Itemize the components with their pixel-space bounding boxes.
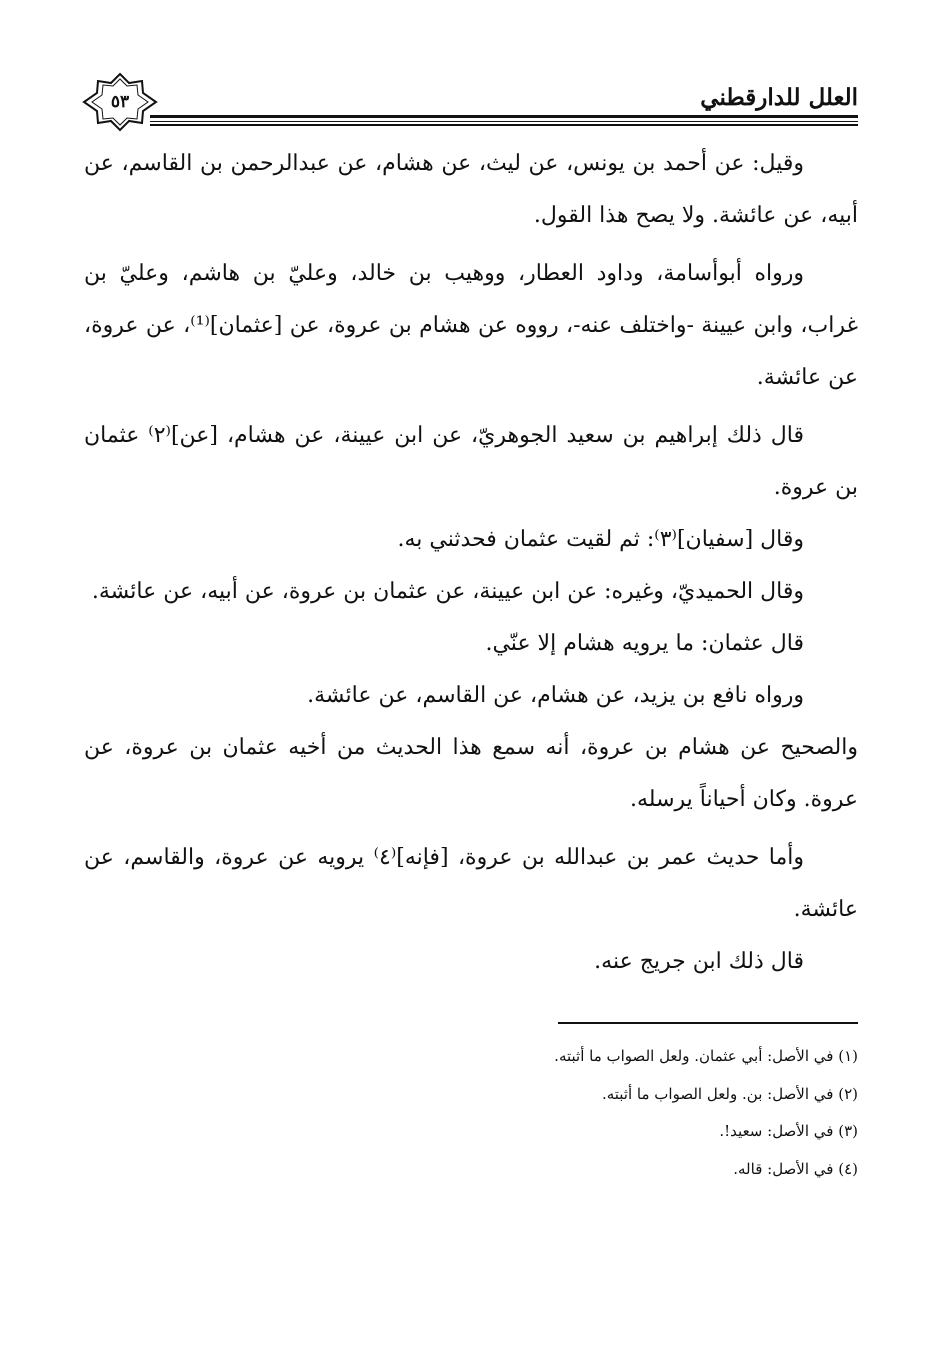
main-text (84, 138, 858, 988)
paragraph: وأما حديث عمر بن عبدالله بن عروة، [فإنه]⁽٤⁾ يرويه عن عروة، والقاسم، عن عائشة. (84, 845, 858, 922)
paragraph: قال ذلك إبراهيم بن سعيد الجوهريّ، عن ابن عيينة، عن هشام، [عن]⁽٢⁾ عثمان بن عروة. (84, 423, 858, 500)
footnote: (٢) في الأصل: بن. ولعل الصواب ما أثبته. (601, 1084, 858, 1103)
page-header (82, 72, 858, 132)
header-rule (150, 115, 858, 118)
page-number-badge (82, 72, 158, 132)
footnote: (٣) في الأصل: سعيد!. (719, 1122, 858, 1140)
paragraph: وقال الحميديّ، وغيره: عن ابن عيينة، عن عثمان بن عروة، عن أبيه، عن عائشة. (91, 579, 804, 604)
page-number: ٥٣ (110, 92, 130, 112)
paragraph: وقال [سفيان]⁽٣⁾: ثم لقيت عثمان فحدثني به. (397, 527, 804, 552)
header-rule (150, 124, 858, 126)
paragraph: قال عثمان: ما يرويه هشام إلا عنّي. (485, 631, 804, 656)
paragraph: قال ذلك ابن جريج عنه. (594, 949, 804, 974)
paragraph: وقيل: عن أحمد بن يونس، عن ليث، عن هشام، عن عبدالرحمن بن القاسم، عن أبيه، عن عائشة. ولا يصح هذا القول. (84, 151, 858, 228)
paragraph: ورواه نافع بن يزيد، عن هشام، عن القاسم، عن عائشة. (307, 683, 804, 708)
header-rule (150, 121, 858, 122)
footnotes (158, 1038, 858, 1188)
paragraph: ورواه أبوأسامة، وداود العطار، ووهيب بن خالد، وعليّ بن هاشم، وعليّ بن غراب، وابن عيينة -واختلف عنه-، رووه عن هشام بن عروة، عن [عثمان]⁽¹⁾، عن عروة، عن عائشة. (84, 261, 858, 390)
footnote: (١) في الأصل: أبي عثمان. ولعل الصواب ما أثبته. (554, 1047, 858, 1065)
footnote-separator (558, 1022, 858, 1024)
footnote: (٤) في الأصل: قاله. (733, 1159, 858, 1178)
paragraph: والصحيح عن هشام بن عروة، أنه سمع هذا الحديث من أخيه عثمان بن عروة، عن عروة. وكان أحياناً يرسله. (84, 735, 858, 812)
book-title: العلل للدارقطني (700, 84, 858, 111)
